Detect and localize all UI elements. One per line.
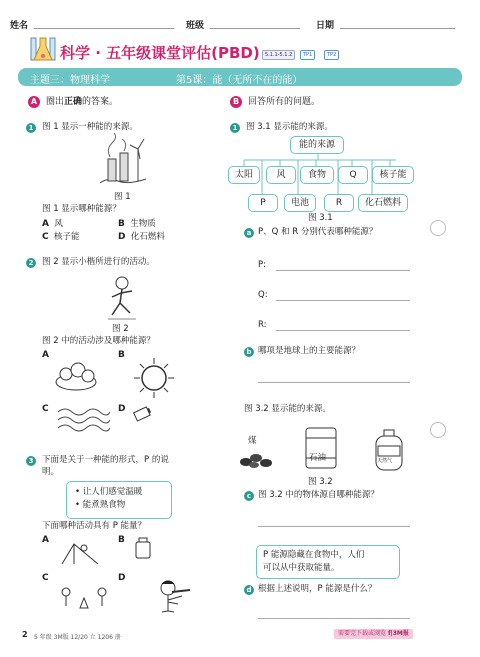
fruit-vegetable-basket-illustration — [54, 356, 98, 392]
figure-caption: 图 1 — [114, 192, 131, 202]
question-number: 1 — [26, 123, 36, 133]
option-a[interactable]: A — [42, 350, 49, 360]
question-text-line1: 下面是关于一种能的形式，P 的说 — [42, 455, 169, 465]
name-label: 姓名 — [10, 21, 29, 31]
standard-code-badge: 5.1.1-5.1.2 — [262, 50, 295, 60]
sub-question: 根据上述说明，P 能源是什么？ — [258, 584, 377, 594]
class-field[interactable] — [210, 28, 300, 29]
point: • 让人们感觉温暖 — [75, 487, 143, 497]
figure-caption: 图 3.1 — [308, 213, 333, 223]
coal-label: 煤 — [248, 436, 257, 446]
energy-source-box: R — [324, 194, 354, 212]
date-label: 日期 — [316, 21, 335, 31]
tp2-badge: TP2 — [324, 50, 339, 60]
boy-playing-flute-illustration — [148, 578, 192, 622]
question-number: 1 — [230, 123, 240, 133]
class-label: 班级 — [186, 21, 205, 31]
question-text: 图 1 显示一种能的来源。 — [42, 122, 138, 132]
gas-label: 天然气 — [377, 458, 393, 464]
page-title: 科学 · 五年级课堂评估(PBD) — [60, 44, 260, 62]
answer-label-p: P: — [258, 260, 266, 270]
running-child-illustration — [104, 275, 140, 321]
section-a-badge: A — [28, 96, 40, 108]
question-text: 图 3.2 显示能的来源。 — [244, 404, 331, 414]
hint-line2: 可以从中获取能量。 — [263, 563, 340, 573]
answer-label-q: Q: — [258, 290, 268, 300]
sub-question-badge: d — [244, 585, 254, 595]
section-a-instruction: 圈出正确的答案。 — [46, 97, 119, 107]
answer-line-r[interactable] — [276, 330, 410, 331]
answer-line-p[interactable] — [276, 270, 410, 271]
bottle-illustration — [132, 536, 154, 560]
energy-source-box: 风 — [266, 166, 296, 184]
campfire-children-illustration — [58, 578, 110, 614]
question-number: 3 — [26, 456, 36, 466]
question-text-line2: 明。 — [42, 467, 60, 477]
answer-line-c[interactable] — [258, 526, 410, 527]
sub-question-badge: b — [244, 347, 254, 357]
answer-label-r: R: — [258, 320, 267, 330]
question-text: 图 3.1 显示能的来源。 — [246, 122, 333, 132]
theme-label: 主题三：物理科学 — [30, 75, 110, 86]
name-field[interactable] — [34, 28, 174, 29]
answer-line-q[interactable] — [276, 300, 410, 301]
sub-question: 哪项是地球上的主要能源？ — [258, 346, 361, 356]
sub-question: 图 2 中的活动涉及哪种能源？ — [42, 336, 155, 346]
lab-flask-icon — [28, 34, 58, 66]
energy-source-box: Q — [338, 166, 368, 184]
answer-line-b[interactable] — [258, 382, 410, 383]
battery-icon — [132, 404, 154, 424]
figure-caption: 图 2 — [112, 324, 129, 334]
tp1-badge: TP1 — [300, 50, 315, 60]
option-a[interactable]: A — [42, 535, 49, 545]
sub-question: 图 3.2 中的物体源自哪种能源？ — [258, 490, 379, 500]
option-d[interactable]: D — [118, 404, 126, 414]
description-box — [66, 481, 172, 519]
sub-question: 图 1 显示哪种能源？ — [42, 204, 121, 214]
sub-question: P、Q 和 R 分别代表哪种能源？ — [258, 227, 378, 237]
binder-hole — [430, 422, 446, 438]
energy-source-box: 太阳 — [228, 166, 260, 184]
option-b[interactable]: B 生物质 — [118, 219, 156, 229]
energy-source-box: 化石燃料 — [358, 194, 408, 212]
wind-turbine-and-factory-illustration — [98, 133, 148, 191]
sub-question-badge: a — [244, 228, 254, 238]
section-b-badge: B — [230, 96, 242, 108]
coal-lumps-illustration — [238, 448, 274, 470]
option-a[interactable]: A 风 — [42, 219, 63, 229]
option-c[interactable]: C — [42, 404, 49, 414]
hint-line1: P 能源隐藏在食物中，人们 — [263, 550, 365, 560]
download-link[interactable]: 需要完下载或浏览 f|3M报 — [334, 629, 413, 639]
question-number: 2 — [26, 258, 36, 268]
energy-source-root: 能的来源 — [290, 136, 344, 154]
point: • 能煮熟食物 — [75, 500, 126, 510]
lesson-label: 第5课：能（无所不在的能） — [176, 75, 303, 86]
playground-slide-illustration — [58, 538, 102, 568]
energy-source-box: 电池 — [284, 194, 316, 212]
binder-hole — [430, 220, 446, 236]
sub-question: 下面哪种活动具有 P 能量？ — [42, 521, 147, 531]
energy-source-box: P — [248, 194, 278, 212]
water-waves-illustration — [56, 404, 112, 432]
figure-caption: 图 3.2 — [308, 477, 333, 487]
option-d[interactable]: D — [118, 573, 126, 583]
energy-source-box: 核子能 — [372, 166, 414, 184]
energy-source-box: 食物 — [300, 166, 334, 184]
option-b[interactable]: B — [118, 350, 125, 360]
section-b-instruction: 回答所有的问题。 — [248, 97, 321, 107]
answer-line-d[interactable] — [258, 618, 410, 619]
date-field[interactable] — [340, 28, 455, 29]
option-b[interactable]: B — [118, 535, 125, 545]
topic-banner — [18, 68, 462, 86]
option-c[interactable]: C — [42, 573, 49, 583]
oil-label: 石油 — [309, 453, 327, 463]
option-d[interactable]: D 化石燃料 — [118, 232, 165, 242]
hint-box — [256, 545, 400, 579]
gas-cylinder-illustration — [372, 428, 406, 472]
footer-info: 5 年级 3M版 12/20 立 1206 册 — [34, 634, 121, 641]
sun-icon — [132, 356, 176, 400]
option-c[interactable]: C 核子能 — [42, 232, 80, 242]
page-number: 2 — [22, 630, 28, 639]
sub-question-badge: c — [244, 491, 254, 501]
question-text: 图 2 显示小楷所进行的活动。 — [42, 257, 155, 267]
